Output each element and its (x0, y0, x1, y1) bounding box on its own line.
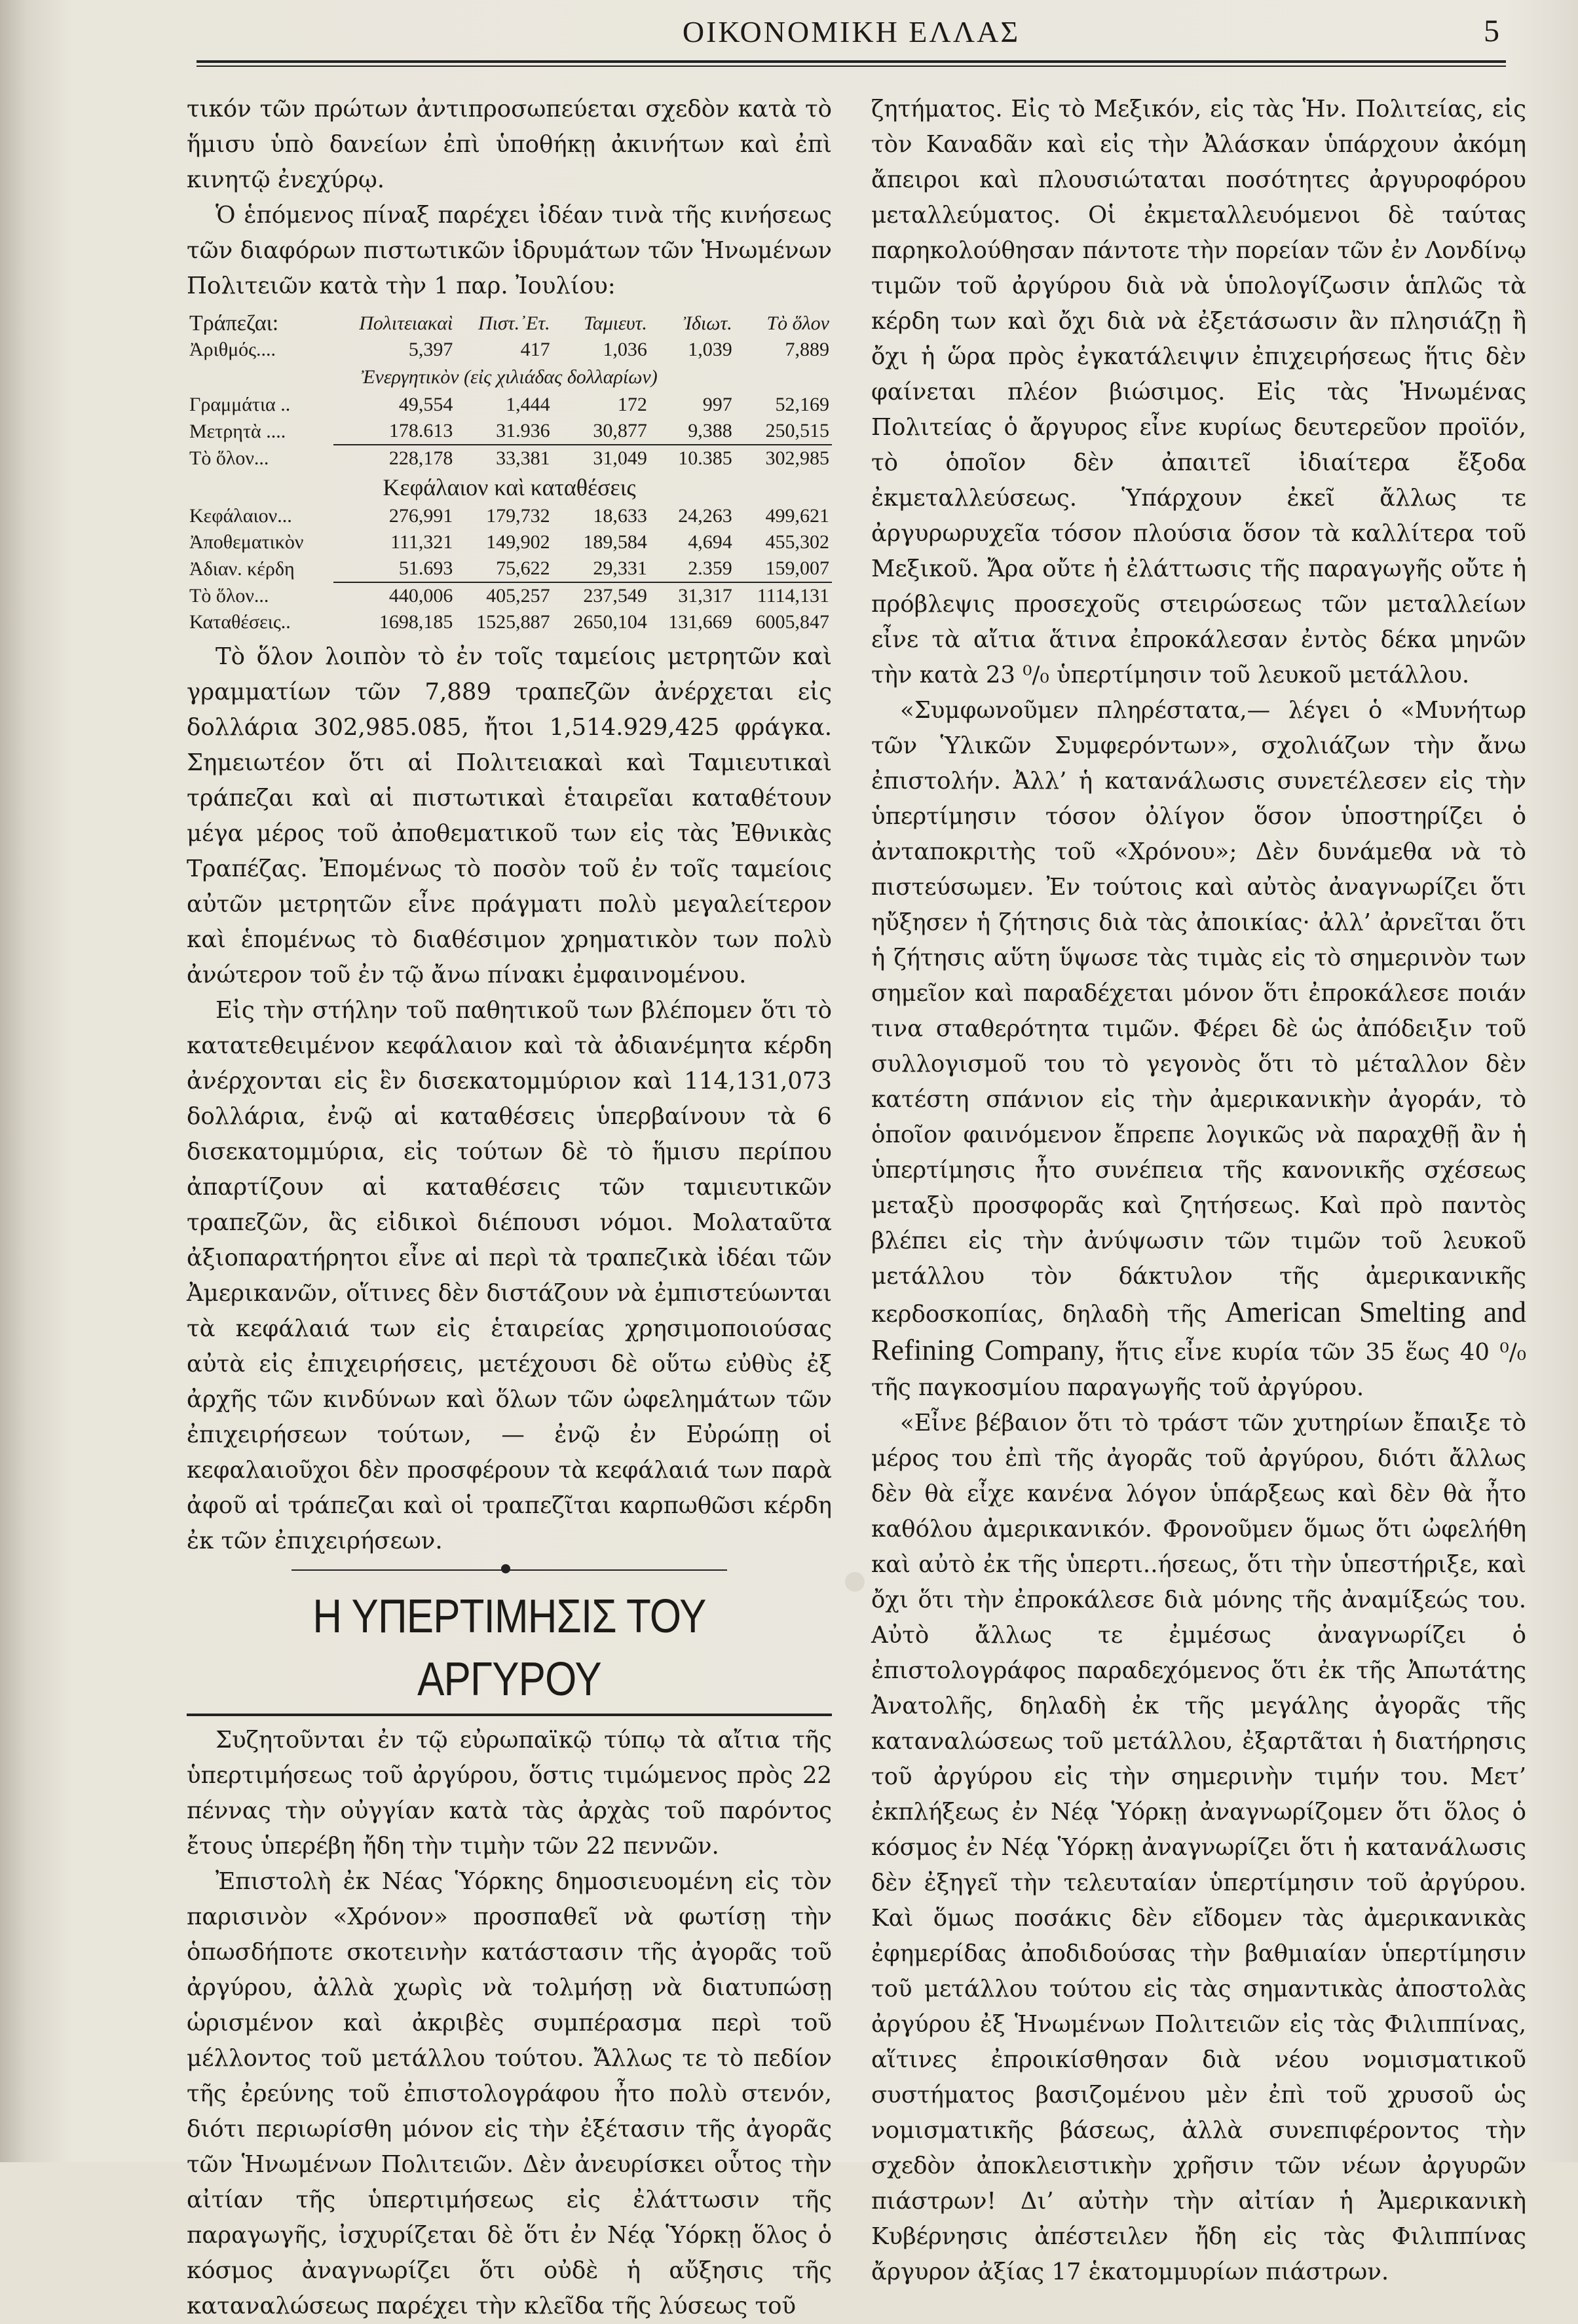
cell: 1698,185 (379, 611, 453, 633)
banks-table (187, 310, 832, 635)
cell: 24,263 (678, 505, 732, 527)
column-header: Πολιτειακαὶ (359, 312, 453, 334)
cell: 1,036 (603, 339, 647, 360)
cell: 31,317 (650, 582, 735, 609)
paragraph-text: «Συμφωνοῦμεν πληρέστατα,— λέγει ὁ «Μυνήτωρ τῶν Ὑλικῶν Συμφερόντων», σχολιάζων τὴν ἄνω ἐπιστολήν. Ἀλλ’ ἡ κατανάλωσις συνετέλεσεν εἰς τὴν ὑπερτίμησιν τόσον ὀλίγον ὅσον ὑποστηρίζει ὁ ἀνταποκριτὴς τοῦ «Χρόνου»; Δὲν δυνάμεθα νὰ τὸ πιστεύσωμεν. Ἐν τούτοις καὶ αὐτὸς ἀναγνωρίζει ὅτι ηὔξησεν ἡ ζήτησις διὰ τὰς ἀποικίας· ἀλλ’ ἀρνεῖται ὅτι ἡ ζήτησις αὕτη ὕψωσε τὰς τιμὰς εἰς τὸ σημερινὸν των σημεῖον καὶ παραδέχεται μόνον ὅτι ἐπροκάλεσε ποιάν τινα σταθερότητα τιμῶν. Φέρει δὲ ὡς ἀπόδειξιν τοῦ συλλογισμοῦ του τὸ γεγονὸς ὅτι τὸ μέταλλον δὲν κατέστη σπάνιον εἰς τὴν ἀμερικανικὴν ἀγοράν, τὸ ὁποῖον φαινόμενον ἔπρεπε λογικῶς νὰ παραχθῇ ἂν ἡ ὑπερτίμησις ἦτο συνέπεια τῆς κανονικῆς σχέσεως μεταξὺ προσφορᾶς καὶ ζητήσεως. Καὶ πρὸ παντὸς βλέπει εἰς τὴν ἀνύψωσιν τῶν τιμῶν τοῦ λευκοῦ μετάλλου τὸν δάκτυλον τῆς ἀμερικανικῆς κερδοσκοπίας, δηλαδὴ τῆς (871, 697, 1526, 1328)
paper-stain (845, 1572, 865, 1592)
cell: 179,732 (486, 505, 550, 527)
paragraph: Συζητοῦνται ἐν τῷ εὐρωπαϊκῷ τύπῳ τὰ αἴτια τῆς ὑπερτιμήσεως τοῦ ἀργύρου, ὅστις τιμώμενος πρὸς 22 πέννας τὴν οὐγγίαν κατὰ τὰς ἀρχὰς τοῦ παρόντος ἔτους ὑπερέβη ἤδη τὴν τιμὴν τῶν 22 πεννῶν. (187, 1727, 832, 1860)
cell: 237,549 (553, 582, 650, 609)
row-label: Τὸ ὅλον... (189, 447, 269, 469)
table-section-row (187, 472, 832, 503)
table-row (187, 609, 832, 635)
paragraph: Ὁ ἑπόμενος πίναξ παρέχει ἰδέαν τινὰ τῆς κινήσεως τῶν διαφόρων πιστωτικῶν ἱδρυμάτων τῶν Ἡνωμένων Πολιτειῶν κατὰ τὴν 1 παρ. Ἰουλίου: (187, 202, 832, 299)
cell: 7,889 (785, 339, 829, 360)
cell: 1,039 (688, 339, 732, 360)
title-rule (187, 1714, 832, 1716)
cell: 997 (702, 394, 732, 415)
paragraph: Τὸ ὅλον λοιπὸν τὸ ἐν τοῖς ταμείοις μετρητῶν καὶ γραμματίων τῶν 7,889 τραπεζῶν ἀνέρχεται εἰς δολλάρια 302,985.085, ἤτοι 1,514.929,425 φράγκα. Σημειωτέον ὅτι αἱ Πολιτειακαὶ καὶ Ταμιευτικαὶ τράπεζαι καὶ αἱ πιστωτικαὶ ἑταιρεῖαι καταθέτουν μέγα μέρος τοῦ ἀποθεματικοῦ των εἰς τὰς Ἐθνικὰς Τραπέζας. Ἐπομένως τὸ ποσὸν τοῦ ἐν τοῖς ταμείοις αὐτῶν μετρητῶν εἶνε πράγματι πολὺ μεγαλείτερον καὶ ἑπομένως τὸ διαθέσιμον χρηματικὸν των πολὺ ἀνώτερον τοῦ ἐν τῷ ἄνω πίνακι ἐμφαινομένου. (187, 643, 832, 988)
table-total-row (187, 582, 832, 609)
cell: 159,007 (765, 557, 829, 579)
cell: 33,381 (455, 445, 552, 472)
cell: 2.359 (688, 557, 732, 579)
company-name: American Smelting and Refining Company, (871, 1296, 1526, 1366)
cell: 18,633 (593, 505, 647, 527)
cell: 30,877 (593, 420, 647, 441)
paragraph: τικόν τῶν πρώτων ἀντιπροσωπεύεται σχεδὸν κατὰ τὸ ἥμισυ ὑπὸ δανείων ἐπὶ ὑποθήκῃ ἀκινήτων καὶ ἐπὶ κινητῷ ἐνεχύρῳ. (187, 96, 832, 193)
row-label: Τὸ ὅλον... (189, 584, 269, 607)
cell: 6005,847 (755, 611, 829, 633)
cell: 75,622 (496, 557, 550, 579)
row-label: Ἀποθεματικὸν (189, 531, 304, 553)
table-row (187, 503, 832, 529)
table-row (187, 418, 832, 445)
page-header (197, 8, 1506, 60)
article-title: Η ΥΠΕΡΤΙΜΗΣΙΣ ΤΟΥ ΑΡΓΥΡΟΥ (312, 1590, 706, 1706)
table-header-row (187, 310, 832, 337)
cell: 2650,104 (573, 611, 647, 633)
cell: 1114,131 (735, 582, 832, 609)
paragraph-text: ἥτις εἶνε κυρία τῶν 35 ἕως 40 ⁰/₀ τῆς παγκοσμίου παραγωγῆς τοῦ ἀργύρου. (871, 1339, 1526, 1401)
cell: 31.936 (496, 420, 550, 441)
cell: 250,515 (765, 420, 829, 441)
table-lead: Τράπεζαι: (189, 311, 279, 335)
cell: 149,902 (486, 531, 550, 553)
paragraph: ζητήματος. Εἰς τὸ Μεξικόν, εἰς τὰς Ἡν. Πολιτείας, εἰς τὸν Καναδᾶν καὶ εἰς τὴν Ἀλάσκαν ὑπάρχουν ἀκόμη ἄπειροι καὶ πλουσιώταται ποσότητες ἀργυροφόρου μεταλλεύματος. Οἱ ἐκμεταλλευόμενοι δὲ ταύτας παρηκολούθησαν πάντοτε τὴν πορείαν τῶν ἐν Λονδίνῳ τιμῶν τοῦ ἀργύρου διὰ νὰ ὑπολογίζωσιν ἁπλῶς τὰ κέρδη των καὶ ὄχι διὰ νὰ ἐξετάσωσιν ἂν πλησιάζῃ ἢ ὄχι ἡ ὥρα πρὸς ἐγκατάλειψιν ἐπιχειρήσεως ἥτις δὲν φαίνεται πλέον βιώσιμος. Εἰς τὰς Ἡνωμένας Πολιτείας ὁ ἄργυρος εἶνε κυρίως δευτερεῦον προϊόν, τὸ ὁποῖον δὲν ἀπαιτεῖ ἰδιαίτερα ἔξοδα ἐκμεταλλεύσεως. Ὑπάρχουν ἐκεῖ ἄλλως τε ἀργυρωρυχεῖα τόσον πλούσια ὅσον τὰ καλλίτερα τοῦ Μεξικοῦ. Ἄρα οὔτε ἡ ἐλάττωσις τῆς παραγωγῆς οὔτε ἡ πρόβλεψις προσεχοῦς στειρώσεως τῶν μεταλλείων εἶνε τὰ αἴτια ἅτινα ἐπροκάλεσαν ἐντὸς δέκα μηνῶν τὴν κατὰ 23 ⁰/₀ ὑπερτίμησιν τοῦ λευκοῦ μετάλλου. (871, 96, 1526, 688)
cell: 417 (520, 339, 550, 360)
cell: 51.693 (398, 557, 453, 579)
table-row (187, 555, 832, 582)
header-rule-thin (197, 66, 1506, 67)
table-row (187, 529, 832, 555)
running-title: ΟΙΚΟΝΟΜΙΚΗ ΕΛΛΑΣ (682, 15, 1021, 48)
column-header: Ἰδιωτ. (683, 312, 732, 334)
cell: 228,178 (333, 445, 455, 472)
cell: 29,331 (593, 557, 647, 579)
cell: 405,257 (455, 582, 552, 609)
cell: 276,991 (388, 505, 453, 527)
table-row (187, 392, 832, 418)
cell: 31,049 (553, 445, 650, 472)
row-label: Καταθέσεις.. (189, 611, 291, 633)
cell: 499,621 (765, 505, 829, 527)
cell: 1,444 (506, 394, 550, 415)
row-label: Ἀδιαν. κέρδη (189, 557, 295, 580)
divider-ornament (501, 1564, 510, 1573)
cell: 172 (617, 394, 647, 415)
row-label: Γραμμάτια .. (189, 394, 291, 415)
cell: 4,694 (688, 531, 732, 553)
table-section-row (187, 363, 832, 392)
paragraph: Ἐπιστολὴ ἐκ Νέας Ὑόρκης δημοσιευομένη εἰς τὸν παρισινὸν «Χρόνον» προσπαθεῖ νὰ φωτίσῃ τὴν ὁπωσδήποτε σκοτεινὴν κατάστασιν τῆς ἀγορᾶς τοῦ ἀργύρου, ἀλλὰ χωρὶς νὰ τολμήσῃ νὰ διατυπώσῃ ὡρισμένον καὶ ἀκριβὲς συμπέρασμα περὶ τοῦ μέλλοντος τοῦ μετάλλου τούτου. Ἄλλως τε τὸ πεδίον τῆς ἐρεύνης τοῦ ἐπιστολογράφου ἦτο πολὺ στενόν, διότι περιωρίσθη μόνον εἰς τὴν ἐξέτασιν τῆς ἀγορᾶς τῶν Ἡνωμένων Πολιτειῶν. Δὲν ἀνευρίσκει οὗτος τὴν αἰτίαν τῆς ὑπερτιμήσεως εἰς ἐλάττωσιν τῆς παραγωγῆς, ἰσχυρίζεται δὲ ὅτι ἐν Νέᾳ Ὑόρκῃ ὅλος ὁ κόσμος ἀναγνωρίζει ὅτι οὐδὲ ἡ αὔξησις τῆς καταναλώσεως παρέχει τὴν κλεῖδα τῆς λύσεως τοῦ (187, 1868, 832, 2319)
column-header: Τὸ ὅλον (766, 312, 829, 334)
row-label: Κεφάλαιον... (189, 505, 292, 527)
cell: 9,388 (688, 420, 732, 441)
cell: 302,985 (735, 445, 832, 472)
cell: 10.385 (650, 445, 735, 472)
section-divider (187, 1559, 832, 1581)
cell: 1525,887 (476, 611, 550, 633)
right-column (871, 92, 1526, 2290)
cell: 189,584 (583, 531, 647, 553)
cell: 178.613 (388, 420, 453, 441)
paragraph: Εἰς τὴν στήλην τοῦ παθητικοῦ των βλέπομεν ὅτι τὸ κατατεθειμένον κεφάλαιον καὶ τὰ ἀδιανέμητα κέρδη ἀνέρχονται εἰς ἓν δισεκατομμύριον καὶ 114,131,073 δολλάρια, ἐνῷ αἱ καταθέσεις ὑπερβαίνουν τὰ 6 δισεκατομμύρια, εἰς τούτων δὲ τὸ ἥμισυ περίπου ἀπαρτίζουν αἱ καταθέσεις τῶν ταμιευτικῶν τραπεζῶν, ἃς εἰδικοὶ διέπουσι νόμοι. Μολαταῦτα ἀξιοπαρατήρητοι εἶνε αἱ περὶ τὰ τραπεζικὰ ἰδέαι τῶν Ἀμερικανῶν, οἵτινες δὲν διστάζουν νὰ ἐμπιστεύωνται τὰ κεφάλαιά των εἰς ἑταιρείας χρησιμοποιούσας αὐτὰ εἰς ἐπιχειρήσεις, μετέχουσι δὲ οὕτω εὐθὺς ἐξ ἀρχῆς τῶν κινδύνων καὶ ὅλων τῶν ὠφελημάτων τῶν ἐπιχειρήσεων τούτων, — ἐνῷ ἐν Εὐρώπῃ οἱ κεφαλαιοῦχοι δὲν προσφέρουν τὰ κεφάλαιά των παρὰ ἀφοῦ αἱ τράπεζαι καὶ οἱ τραπεζῖται καρπωθῶσι κέρδη ἐκ τῶν ἐπιχειρήσεων. (187, 997, 832, 1554)
table-row (187, 337, 832, 363)
cell: 49,554 (398, 394, 453, 415)
cell: 52,169 (775, 394, 829, 415)
column-header: Πιστ.᾿Ετ. (478, 312, 550, 334)
section-heading: Κεφάλαιον καὶ καταθέσεις (383, 474, 636, 500)
table-total-row (187, 445, 832, 472)
row-label: Ἀριθμός.... (189, 339, 276, 360)
header-rule (197, 60, 1506, 63)
cell: 131,669 (668, 611, 732, 633)
cell: 455,302 (765, 531, 829, 553)
paragraph (871, 693, 1526, 1406)
cell: 440,006 (333, 582, 455, 609)
paragraph: «Εἶνε βέβαιον ὅτι τὸ τράστ τῶν χυτηρίων ἔπαιξε τὸ μέρος του ἐπὶ τῆς ἀγορᾶς τοῦ ἀργύρου, διότι ἄλλως δὲν θὰ εἶχε κανένα λόγον ὑπάρξεως καὶ δὲν θὰ ἦτο καθόλου ἀμερικανικόν. Φρονοῦμεν ὅμως ὅτι ὠφελήθη καὶ αὐτὸ ἐκ τῆς ὑπερτι..ήσεως, ὅτι τὴν ὑπεστήριξε, καὶ ὄχι ὅτι τὴν ἐπροκάλεσε διὰ μόνης τῆς ἀναμίξεώς του. Αὐτὸ ἄλλως τε ἐμμέσως ἀναγνωρίζει ὁ ἐπιστολογράφος παραδεχόμενος ὅτι ἐκ τῆς Ἀπωτάτης Ἀνατολῆς, δηλαδὴ ἐκ τῆς μεγάλης ἀγορᾶς τῆς καταναλώσεως τοῦ μετάλλου, ἐξαρτᾶται ἡ διατήρησις τοῦ ἀργύρου εἰς τὴν σημερινὴν τιμήν του. Μετ’ ἐκπλήξεως ἐν Νέᾳ Ὑόρκῃ ἀναγνωρίζομεν ὅτι ὅλος ὁ κόσμος ἐν Νέᾳ Ὑόρκῃ ἀναγνωρίζει ὅτι ἡ κατανάλωσις δὲν ἐξηγεῖ τὴν τελευταίαν ὑπερτίμησιν τοῦ ἀργύρου. Καὶ ὅμως ποσάκις δὲν εἴδομεν τὰς ἀμερικανικὰς ἐφημερίδας ἀποδιδούσας τὴν βαθμιαίαν ὑπερτίμησιν τοῦ μετάλλου τούτου εἰς τὰς σημαντικὰς ἀποστολὰς ἀργύρου ἐξ Ἡνωμένων Πολιτειῶν εἰς τὰς Φιλιππίνας, αἵτινες ἐπροικίσθησαν διὰ νέου νομισματικοῦ συστήματος βασιζομένου μὲν ἐπὶ τοῦ χρυσοῦ ὡς νομισματικῆς βάσεως, ἀλλὰ συνεπιφέροντος τὴν σχεδὸν ἀποκλειστικὴν χρῆσιν τῶν νέων ἀργυρῶν πιάστρων! Δι’ αὐτὴν τὴν αἰτίαν ἡ Ἀμερικανικὴ Κυβέρνησις ἀπέστειλεν ἤδη εἰς τὰς Φιλιππίνας ἄργυρον ἀξίας 17 ἑκατομμυρίων πιάστρων. (871, 1410, 1526, 2285)
left-column (187, 92, 832, 2324)
section-heading: Ἐνεργητικὸν (εἰς χιλιάδας δολλαρίων) (361, 366, 658, 388)
row-label: Μετρητὰ .... (189, 420, 286, 442)
page-number: 5 (1484, 14, 1499, 48)
column-header: Ταμιευτ. (583, 312, 647, 334)
cell: 111,321 (390, 531, 453, 553)
cell: 5,397 (408, 339, 453, 360)
